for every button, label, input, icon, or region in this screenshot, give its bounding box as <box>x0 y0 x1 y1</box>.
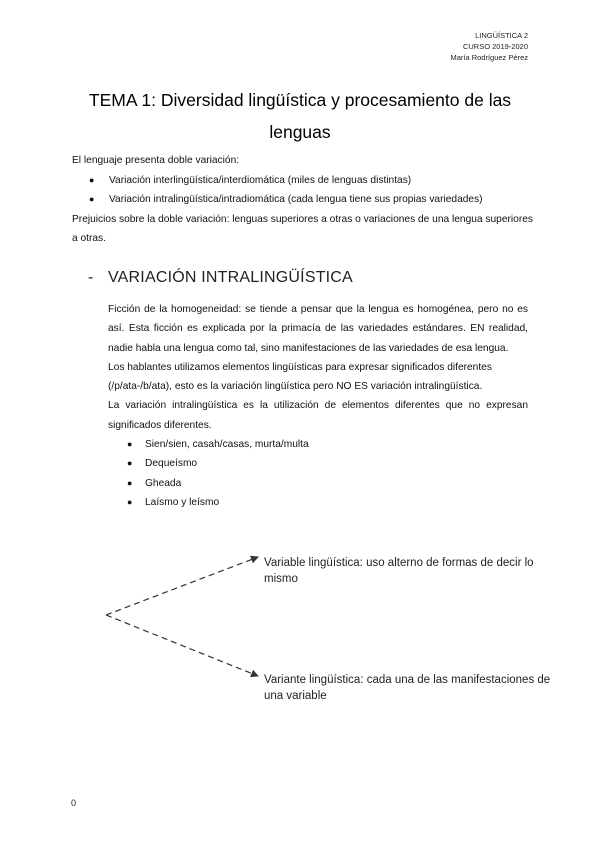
list-item-text: Gheada <box>145 477 182 489</box>
bullet-icon: ● <box>89 194 95 204</box>
page-title: TEMA 1: Diversidad lingüística y procesamiento de las lenguas <box>88 90 512 142</box>
section-body <box>108 300 528 512</box>
list-item-text: Sien/sien, casah/casas, murta/multa <box>145 439 309 451</box>
lower-arrow <box>106 615 258 676</box>
list-item <box>72 171 534 191</box>
homogeneity-paragraph: Ficción de la homogeneidad: se tiende a pensar que la lengua es homogénea, pero no es así. Esta ficción es explicada por la primacía de las variedades estándares. EN realidad, nadie habla una lengua como tal, sino manifestaciones de las variedades de esa lengua. <box>108 304 528 354</box>
section-heading <box>88 264 353 292</box>
list-item-text: Dequeísmo <box>145 458 198 470</box>
header-year: CURSO 2019-2020 <box>462 42 528 51</box>
page-number: 0 <box>71 798 77 808</box>
bullet-icon: ● <box>127 458 133 469</box>
variant-label: Variante lingüística: cada una de las manifestaciones de una variable <box>264 674 551 702</box>
header-course: LINGÜÍSTICA 2 <box>475 31 528 40</box>
bullet-icon: ● <box>127 496 133 507</box>
bullet-icon: ● <box>89 174 95 185</box>
prejudices-paragraph: Prejuicios sobre la doble variación: lenguas superiores a otras o variaciones de una lengua superiores a otras. <box>72 213 533 244</box>
definition-paragraph: La variación intralingüística es la utilización de elementos diferentes que no expresan significados diferentes. <box>108 400 528 431</box>
list-item-text: Variación interlingüística/interdiomática (miles de lenguas distintas) <box>109 174 412 186</box>
header-author: María Rodríguez Pérez <box>450 53 528 62</box>
list-item <box>72 190 534 210</box>
variation-list <box>72 171 534 210</box>
intro-lead: El lenguaje presenta doble variación: <box>72 155 240 166</box>
list-item <box>108 474 528 493</box>
list-item <box>108 493 528 512</box>
examples-list <box>108 435 528 512</box>
heading-dash: - <box>88 269 94 286</box>
bullet-icon: ● <box>127 439 133 450</box>
upper-arrow <box>106 557 258 615</box>
document-header <box>450 30 528 63</box>
section-heading-text: VARIACIÓN INTRALINGÜÍSTICA <box>108 269 353 286</box>
bullet-icon: ● <box>127 477 133 488</box>
variable-label: Variable lingüística: uso alterno de formas de decir lo mismo <box>264 557 534 585</box>
speakers-paragraph: Los hablantes utilizamos elementos lingüísticas para expresar significados diferentes (/p/ata-/b/ata), esto es la variación lingüística pero NO ES variación intralingüística. <box>108 361 492 393</box>
list-item <box>108 454 528 473</box>
list-item-text: Laísmo y leísmo <box>145 496 220 508</box>
list-item <box>108 435 528 454</box>
list-item-text: Variación intralingüística/intradiomática (cada lengua tiene sus propias variedades) <box>109 194 483 205</box>
intro-section <box>72 151 534 249</box>
